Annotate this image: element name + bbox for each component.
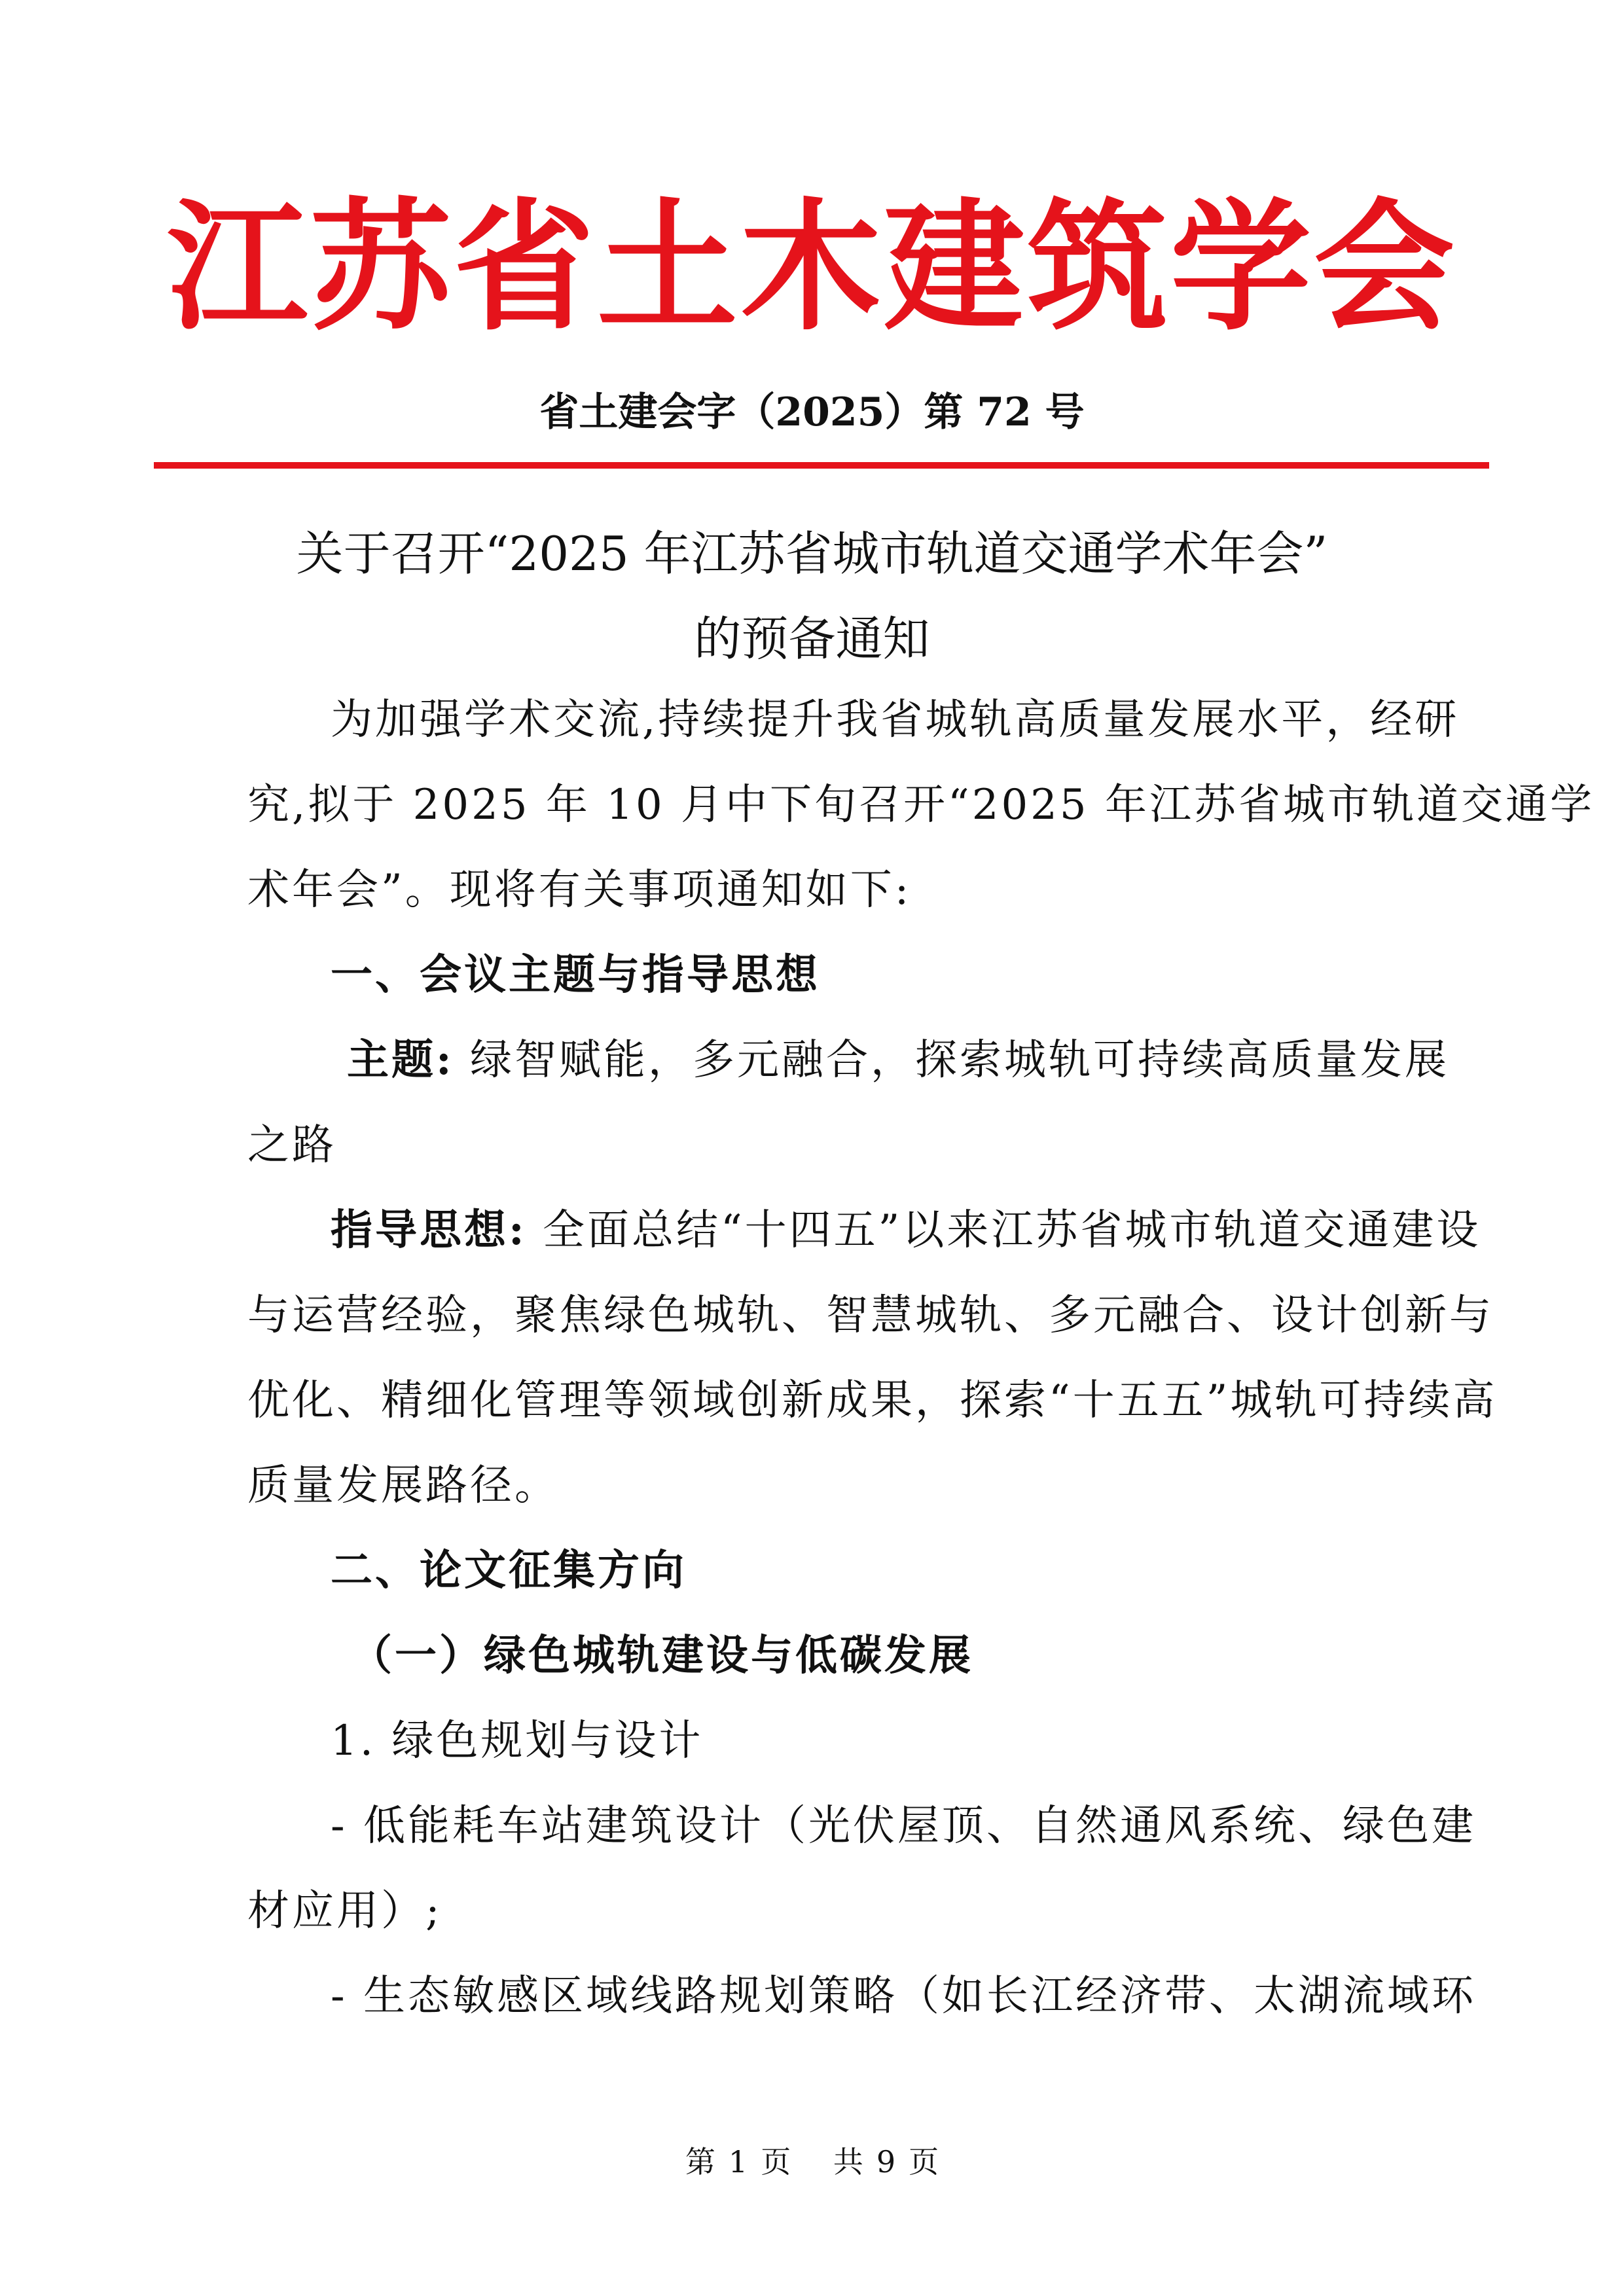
page-current: 1 bbox=[728, 2144, 748, 2179]
total-pages: 9 bbox=[876, 2144, 896, 2179]
total-suffix: 页 bbox=[909, 2144, 939, 2179]
bullet-1-line-1: - 低能耗车站建筑设计（光伏屋顶、自然通风系统、绿色建 bbox=[331, 1802, 1476, 1850]
organization-title: 江苏省土木建筑学会 bbox=[167, 184, 1457, 350]
total-prefix: 共 bbox=[833, 2144, 863, 2179]
item-1-heading: 1. 绿色规划与设计 bbox=[331, 1717, 704, 1765]
section-1-heading: 一、会议主题与指导思想 bbox=[331, 950, 820, 999]
section-2-heading: 二、论文征集方向 bbox=[331, 1546, 687, 1595]
page-prefix: 第 bbox=[685, 2144, 715, 2179]
notice-title-line-2: 的预备通知 bbox=[694, 611, 930, 666]
theme-text-continued: 之路 bbox=[247, 1121, 336, 1170]
subsection-1-heading: （一）绿色城轨建设与低碳发展 bbox=[350, 1631, 973, 1680]
notice-title-line-1: 关于召开“2025 年江苏省城市轨道交通学术年会” bbox=[296, 526, 1328, 581]
header-divider bbox=[154, 462, 1489, 469]
guide-label: 指导思想: bbox=[331, 1206, 527, 1255]
theme-paragraph bbox=[347, 1035, 1479, 1085]
bullet-1-line-2: 材应用）; bbox=[247, 1887, 442, 1935]
intro-line-2: 究,拟于 2025 年 10 月中下旬召开“2025 年江苏省城市轨道交通学 bbox=[247, 781, 1595, 829]
guide-paragraph bbox=[331, 1206, 1481, 1255]
guide-line-3: 优化、精细化管理等领域创新成果，探索“十五五”城轨可持续高 bbox=[247, 1376, 1498, 1425]
intro-line-3: 术年会”。现将有关事项通知如下: bbox=[247, 866, 912, 914]
theme-text: 绿智赋能，多元融合，探索城轨可持续高质量发展 bbox=[454, 1036, 1449, 1085]
guide-line-2: 与运营经验，聚焦绿色城轨、智慧城轨、多元融合、设计创新与 bbox=[247, 1291, 1494, 1340]
guide-line-4: 质量发展路径。 bbox=[247, 1462, 559, 1510]
document-number: 省土建会字（2025）第 72 号 bbox=[539, 389, 1085, 435]
theme-label: 主题: bbox=[347, 1035, 454, 1085]
intro-line-1: 为加强学术交流,持续提升我省城轨高质量发展水平，经研 bbox=[331, 696, 1460, 744]
page-footer bbox=[0, 2144, 1624, 2179]
page-word: 页 bbox=[761, 2144, 791, 2179]
bullet-2-line-1: - 生态敏感区域线路规划策略（如长江经济带、太湖流域环 bbox=[331, 1972, 1476, 2020]
guide-line-1: 全面总结“十四五”以来江苏省城市轨道交通建设 bbox=[526, 1206, 1481, 1255]
